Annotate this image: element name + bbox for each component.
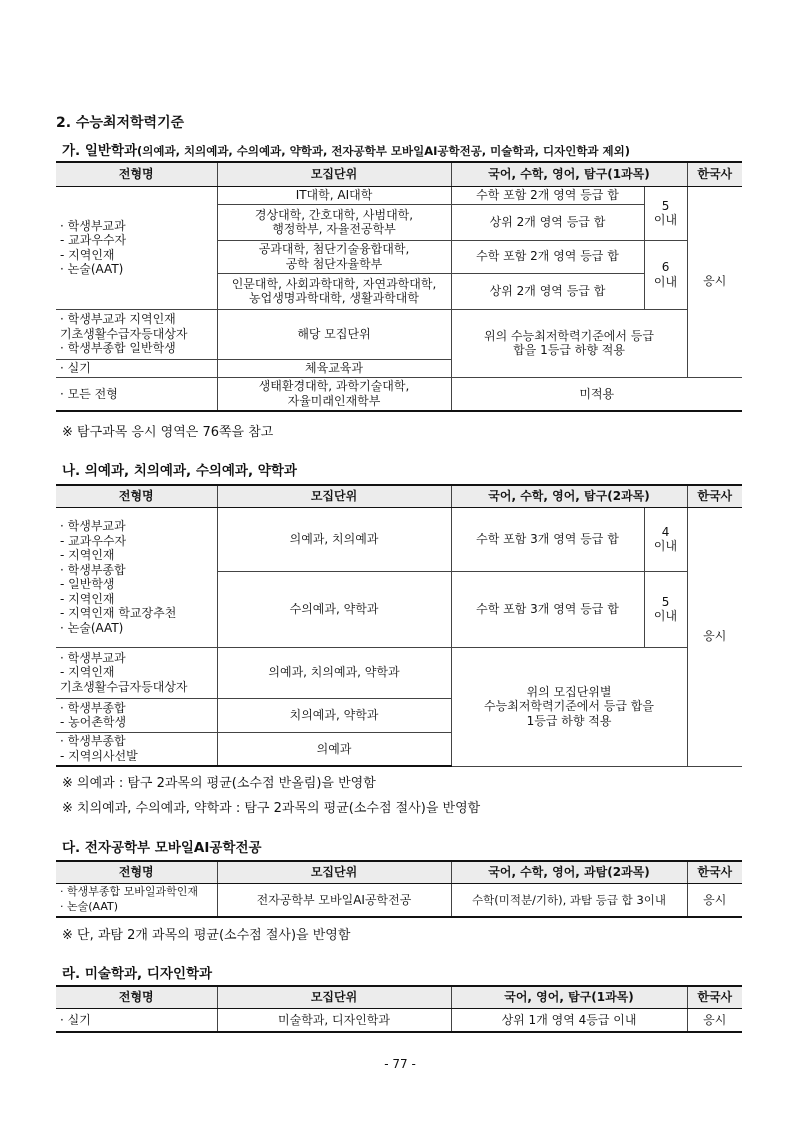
header-korean-history: 한국사 — [687, 162, 742, 186]
header-unit: 모집단위 — [217, 162, 451, 186]
page-number: - 77 - — [384, 1057, 416, 1071]
header-type: 전형명 — [56, 485, 217, 507]
unit-cell: 수의예과, 약학과 — [217, 571, 451, 647]
header-unit: 모집단위 — [217, 986, 451, 1008]
header-type: 전형명 — [56, 162, 217, 186]
header-criteria: 국어, 수학, 영어, 탐구(1과목) — [451, 162, 687, 186]
header-korean-history: 한국사 — [687, 485, 742, 507]
subsection-b-title: 나. 의예과, 치의예과, 수의예과, 약학과 — [62, 463, 297, 479]
unit-cell: 미술학과, 디자인학과 — [217, 1008, 451, 1032]
criteria-cell: 미적용 — [451, 377, 742, 411]
criteria-cell: 위의 수능최저학력기준에서 등급 합을 1등급 하향 적용 — [451, 309, 687, 377]
grade-limit-cell: 5 이내 — [644, 186, 687, 240]
header-korean-history: 한국사 — [687, 861, 742, 883]
grade-limit-cell: 4 이내 — [644, 507, 687, 571]
unit-cell: 해당 모집단위 — [217, 309, 451, 359]
subsection-d-title: 라. 미술학과, 디자인학과 — [62, 966, 213, 982]
korean-history-cell: 응시 — [687, 186, 742, 377]
unit-cell: 의예과, 치의예과 — [217, 507, 451, 571]
header-unit: 모집단위 — [217, 861, 451, 883]
grade-limit-cell: 5 이내 — [644, 571, 687, 647]
criteria-cell: 수학 포함 2개 영역 등급 합 — [451, 240, 644, 273]
unit-cell: 경상대학, 간호대학, 사범대학, 행정학부, 자율전공학부 — [217, 204, 451, 240]
table-medical-departments — [56, 484, 742, 767]
note: ※ 치의예과, 수의예과, 약학과 : 탐구 2과목의 평균(소수점 절사)을 반영함 — [62, 801, 481, 816]
criteria-cell: 위의 모집단위별 수능최저학력기준에서 등급 합을 1등급 하향 적용 — [451, 647, 687, 766]
type-cell: · 학생부교과 지역인재 기초생활수급자등대상자 · 학생부종합 일반학생 — [56, 309, 217, 359]
header-korean-history: 한국사 — [687, 986, 742, 1008]
subsection-c-title: 다. 전자공학부 모바일AI공학전공 — [62, 840, 262, 856]
unit-cell: 전자공학부 모바일AI공학전공 — [217, 883, 451, 917]
type-cell: · 실기 — [56, 1008, 217, 1032]
header-criteria: 국어, 수학, 영어, 과탐(2과목) — [451, 861, 687, 883]
note: ※ 탐구과목 응시 영역은 76쪽을 참고 — [62, 425, 274, 440]
section-heading: 2. 수능최저학력기준 — [56, 115, 185, 131]
korean-history-cell: 응시 — [687, 1008, 742, 1032]
unit-cell: 의예과, 치의예과, 약학과 — [217, 647, 451, 698]
grade-limit-cell: 6 이내 — [644, 240, 687, 309]
criteria-cell: 수학 포함 3개 영역 등급 합 — [451, 507, 644, 571]
criteria-cell: 수학 포함 2개 영역 등급 합 — [451, 186, 644, 204]
unit-cell: 의예과 — [217, 732, 451, 766]
korean-history-cell: 응시 — [687, 883, 742, 917]
subsection-a-title-text: 가. 일반학과 — [62, 143, 138, 159]
header-type: 전형명 — [56, 986, 217, 1008]
header-unit: 모집단위 — [217, 485, 451, 507]
note: ※ 의예과 : 탐구 2과목의 평균(소수점 반올림)을 반영함 — [62, 776, 376, 791]
header-criteria: 국어, 영어, 탐구(1과목) — [451, 986, 687, 1008]
type-cell: · 학생부종합 - 농어촌학생 — [56, 698, 217, 732]
header-criteria: 국어, 수학, 영어, 탐구(2과목) — [451, 485, 687, 507]
table-art-design — [56, 985, 742, 1033]
criteria-cell: 상위 2개 영역 등급 합 — [451, 204, 644, 240]
subsection-a-title-note: (의예과, 치의예과, 수의예과, 약학과, 전자공학부 모바일AI공학전공, 미술학과, 디자인학과 제외) — [137, 144, 631, 158]
unit-cell: 치의예과, 약학과 — [217, 698, 451, 732]
unit-cell: 인문대학, 사회과학대학, 자연과학대학, 농업생명과학대학, 생활과학대학 — [217, 273, 451, 309]
criteria-cell: 수학(미적분/기하), 과탐 등급 합 3이내 — [451, 883, 687, 917]
table-mobile-ai — [56, 860, 742, 918]
type-cell: · 학생부종합 모바일과학인재 · 논술(AAT) — [56, 883, 217, 917]
table-general-departments — [56, 161, 742, 412]
type-cell: · 학생부종합 - 지역의사선발 — [56, 732, 217, 766]
type-cell: · 실기 — [56, 359, 217, 377]
criteria-cell: 상위 1개 영역 4등급 이내 — [451, 1008, 687, 1032]
header-type: 전형명 — [56, 861, 217, 883]
unit-cell: 체육교육과 — [217, 359, 451, 377]
note: ※ 단, 과탐 2개 과목의 평균(소수점 절사)을 반영함 — [62, 928, 351, 943]
criteria-cell: 수학 포함 3개 영역 등급 합 — [451, 571, 644, 647]
criteria-cell: 상위 2개 영역 등급 합 — [451, 273, 644, 309]
unit-cell: 공과대학, 첨단기술융합대학, 공학 첨단자율학부 — [217, 240, 451, 273]
type-cell: · 학생부교과 - 교과우수자 - 지역인재 · 논술(AAT) — [56, 186, 217, 309]
subsection-a-title — [62, 139, 630, 159]
type-cell: · 학생부교과 - 교과우수자 - 지역인재 · 학생부종합 - 일반학생 - 지역인재 - 지역인재 학교장추천 · 논술(AAT) — [56, 507, 217, 647]
type-cell: · 학생부교과 - 지역인재 기초생활수급자등대상자 — [56, 647, 217, 698]
korean-history-cell: 응시 — [687, 507, 742, 766]
type-cell: · 모든 전형 — [56, 377, 217, 411]
unit-cell: IT대학, AI대학 — [217, 186, 451, 204]
unit-cell: 생태환경대학, 과학기술대학, 자율미래인재학부 — [217, 377, 451, 411]
